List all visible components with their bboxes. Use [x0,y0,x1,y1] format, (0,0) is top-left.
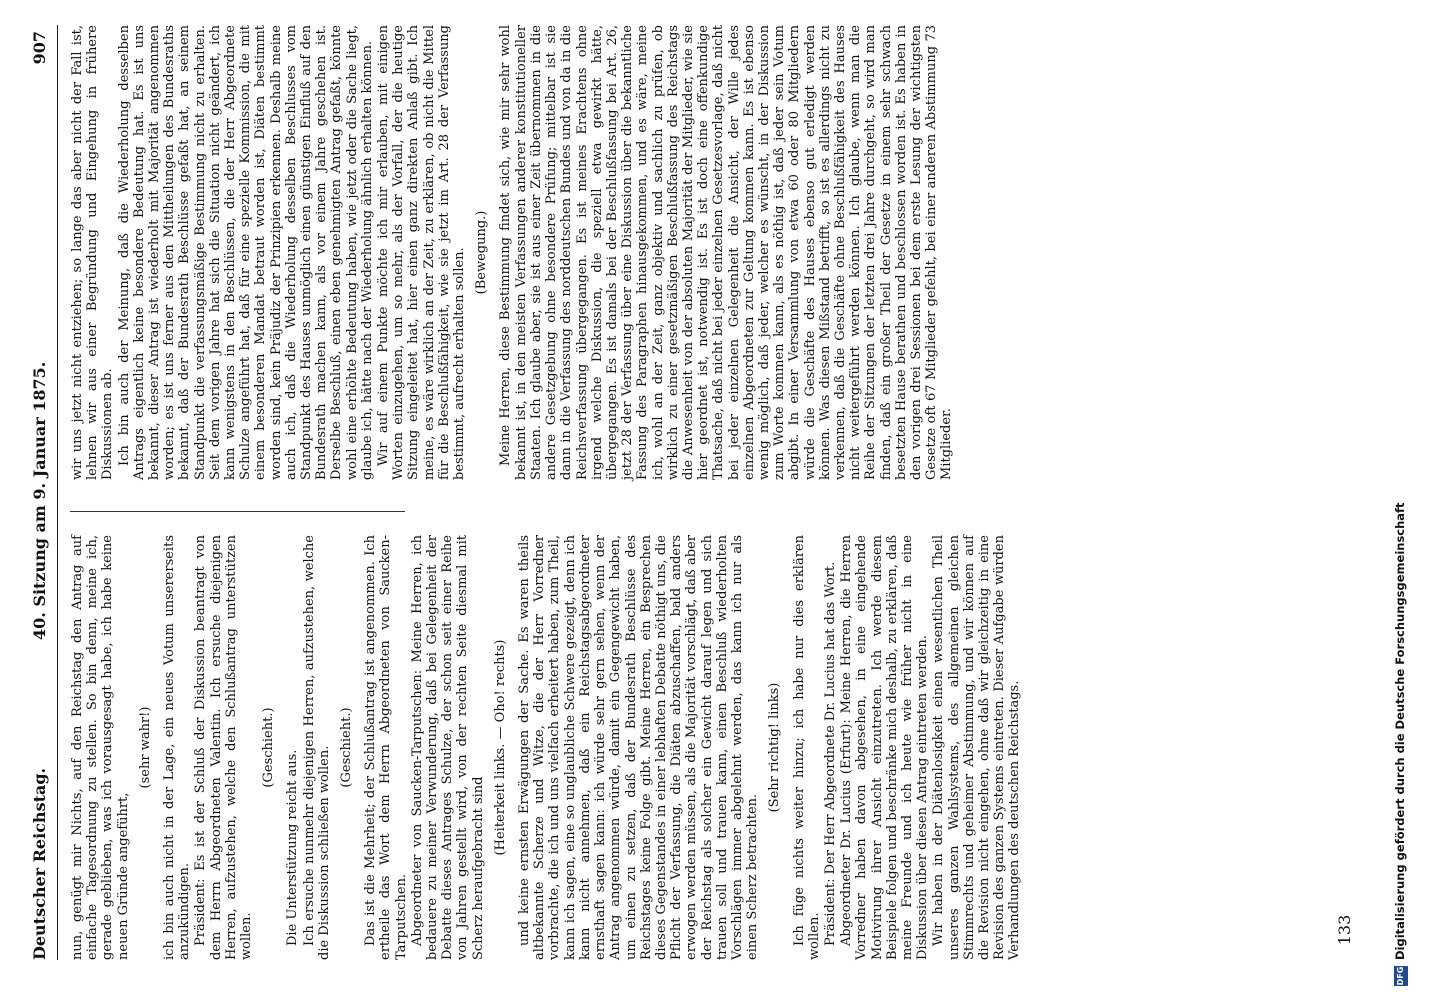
paragraph: Ich bin auch der Meinung, daß die Wiederholung desselben Antrags eigentlich keine besondere Bedeutung hat. Es ist uns bekannt, dieser Antrag ist wiederholt mit Majorität angenommen worden; es ist uns ferner aus den Mittheilungen des Bundesraths bekannt, daß der Bundesrath Beschlüsse gefaßt hat, an seinem Standpunkt die verfassungsmäßige Bestimmung nicht zu erhalten. Seit dem vorigen Jahre hat sich die Situation nicht geändert, ich kann wenigstens in den Beschlüssen, die der Herr Abgeordnete Schulze angeführt hat, daß für eine spezielle Kommission, die mit einem besonderen Mandat betraut worden ist, Diäten bestimmt worden sind, kein Präjudiz der Prinzipien erkennen. Deshalb meine auch ich, daß die Wiederholung desselben Beschlusses vom Standpunkt des Hauses unmöglich einen günstigen Einfluß auf den Bundesrath machen kann, als vor einem Jahre geschehen ist. Derselbe Beschluß, einen eben genehmigten Antrag gefaßt, könnte wohl eine erhöhte Bedeutung haben, wie jetzt oder die Sache liegt, glaube ich, hätte nach der Wiederholung ähnlich erhalten können. [116,25,375,480]
stage-direction: (Heiterkeit links. — Oho! rechts) [492,639,508,856]
paragraph: Ich ersuche nunmehr diejenigen Herren, aufzustehen, welche die Diskussion schließen wollen. [301,535,332,960]
column-divider [70,511,405,512]
paragraph: Präsident: Es ist der Schluß der Diskussion beantragt von dem Herrn Abgeordneten Valentin. Ich ersuche diejenigen Herren, aufzustehen, welche den Schlußantrag unterstützen wollen. [193,535,255,960]
dfg-logo: DFG [1394,966,1408,986]
paragraph: Präsident: Der Herr Abgeordnete Dr. Lucius hat das Wort. [822,561,838,946]
stage-direction: (sehr wahr!) [137,706,153,789]
paragraph: Wir auf einem Punkte möchte ich mir erlauben, mit einigen Worten einzugehen, um so mehr, als der Vorfall, der die heutige Sitzung eingeleitet hat, hier einen ganz direkten Anlaß gibt. Ich meine, es wäre wirklich an der Zeit, zu erklären, ob nicht die Mittel für die Beschlußfähigkeit, wie sie jetzt im Art. 28 der Verfassung bestimmt, aufrecht erhalten sollen. [376,25,468,480]
credit-text: Digitalisierung gefördert durch die Deutsche Forschungsgemeinschaft [1393,502,1407,960]
header-page-number: 907 [30,31,49,65]
stage-direction: (Sehr richtig! links) [767,682,783,813]
stage-direction: (Geschieht.) [261,707,277,788]
right-column [70,25,956,480]
paragraph: ich bin auch nicht in der Lage, ein neues Votum unsererseits anzukündigen. [162,535,193,960]
paragraph: nun, genügt mir Nichts, auf den Reichstag den Antrag auf einfache Tagesordnung zu stellen. So bin denn, meine ich, gerade geblieben, was ich vorausgesagt habe, ich habe keine neuen Gründe angeführt, [70,535,131,960]
paragraph: Die Unterstützung reicht aus. [285,749,301,946]
page-header [15,25,58,960]
paragraph: Meine Herren, diese Bestimmung findet sich, wie mir sehr wohl bekannt ist, in den meisten Verfassungen anderer konstitutioneller Staaten. Ich glaube aber, sie ist aus einer Zeit übernommen in die andere Gesetzgebung ohne besondere Prüfung; mittelbar ist sie dann in die Verfassung des norddeutschen Bundes und von da in die Reichsverfassung übergegangen. Es ist meines Erachtens ohne irgend welche Diskussion, die speziell etwa gewirkt hätte, übergegangen. Es ist damals bei der Beschlußfassung bei Art. 26, jetzt 28 der Verfassung über eine Diskussion über die bekanntliche Fassung des Paragraphen hinausgekommen, und es wäre, meine ich, wohl an der Zeit, ganz objektiv und sachlich zu prüfen, ob wirklich zu einer gesetzmäßigen Beschlußfassung des Reichstags die Anwesenheit von der absoluten Majorität der Mitglieder, wie sie hier geordnet ist, notwendig ist. Es ist doch eine offenkundige Thatsache, daß nicht bei jeder einzelnen Gesetzesvorlage, daß nicht bei jeder einzelnen Gelegenheit die Ansicht, der Wille jedes einzelnen Abgeordneten zur Geltung kommen kann. Es ist ebenso wenig möglich, daß jeder, welcher es wünscht, in der Diskussion zum Worte kommen kann, als es nöthig ist, daß jeder sein Votum abgibt. In einer Versammlung von etwa 60 oder 80 Mitgliedern würde die Geschäfte des Hauses ebenso gut erledigt werden können. Was diesen Mißstand betrifft, so ist es allerdings nicht zu verkennen, daß die Geschäfte ohne Beschlußfähigkeit des Hauses nicht weitergeführt werden können. Ich glaube, wenn man die Reihe der Sitzungen der letzten drei Jahre durchgeht, so wird man finden, daß ein großer Theil der Gesetze in einem sehr schwach besetzten Hause berathen und beschlossen worden ist. Es haben in den vorigen drei Sessionen bei dem erste Lesung der wichtigsten Gesetze oft 67 Mitglieder gefehlt, bei einer anderen Abstimmung 73 Mitglieder. [498,25,955,480]
stage-direction: (Geschieht.) [339,707,355,788]
paragraph: und keine ernsten Erwägungen der Sache. Es waren theils altbekannte Scherze und Witze, die der Herr Vorredner vorbrachte, die ich und uns vielfach erheitert haben, zum Theil, kann ich sagen, eine so unglaubliche Schwere gezeigt, denn ich kann nicht annehmen, daß ein Reichstagsabgeordneter ernsthaft sagen kann: ich würde sehr gern sehen, wenn der Antrag angenommen würde, damit ein Gegengewicht haben, um einen zu setzen, daß der Bundesrath Beschlüsse des Reichstages keine Folge gibt. Meine Herren, ein Besprechen dieses Gegenstandes in einer lebhaften Debatte nöthigt uns, die Pflicht der Verfassung, die Diäten abzuschaffen, bald anders erwogen werden müssen, als die Majorität vorschlägt, daß aber der Reichstag als solcher ein Gewicht darauf legen und sich trauen soll und trauen kann, einen Beschluß wiederholten Vorschlägen immer abgelehnt werden, das kann ich nur als einen Scherz betrachten. [517,535,761,960]
footer-page-number: 133 [1335,914,1354,946]
paragraph: Abgeordneter von Saucken-Tarputschen: Meine Herren, ich bedauere zu meiner Verwunderung, daß bei Gelegenheit der Debatte dieses Antrages Schulze, der schon seit einer Reihe von Jahren gestellt wird, von der rechten Seite diesmal mit Scherz heraufgebracht sind [409,535,486,960]
header-left: Deutscher Reichstag. [30,767,49,960]
paragraph: wir uns jetzt nicht entziehen; so lange das aber nicht der Fall ist, lehnen wir aus einer Begründung und Eingehung in frühere Diskussionen ab. [70,25,116,480]
paragraph: Ich füge nichts weiter hinzu; ich habe nur dies erklären wollen. [791,535,822,960]
paragraph: Wir haben in der Diätenlosigkeit einen wesentlichen Theil unseres ganzen Wahlsystems, des allgemeinen gleichen Stimmrechts und geheimer Abstimmung, und wir können auf die Revision nicht eingehen, ohne daß wir gleichzeitig in eine Revision des ganzen Systems eintreten. Dieser Aufgabe würden Verhandlungen des deutschen Reichstags. [931,535,1023,960]
paragraph: Abgeordneter Dr. Lucius (Erfurt): Meine Herren, die Herren Vorredner haben davon abgesehen, in eine eingehende Motivirung ihrer Ansicht einzutreten. Ich werde diesem Beispiele folgen und beschränke mich deshalb, zu erklären, daß meine Freunde und ich heute wie früher nicht in eine Diskussion über diesen Antrag eintreten werden. [839,535,931,960]
stage-direction: (Bewegung.) [474,210,490,295]
paragraph: Das ist die Mehrheit; der Schlußantrag ist angenommen. Ich ertheile das Wort dem Herrn Abgeordneten von Saucken-Tarputschen. [363,535,409,960]
header-center: 40. Sitzung am 9. Januar 1875. [30,361,49,640]
left-column [70,535,1024,960]
digitization-credit [1393,11,1411,986]
